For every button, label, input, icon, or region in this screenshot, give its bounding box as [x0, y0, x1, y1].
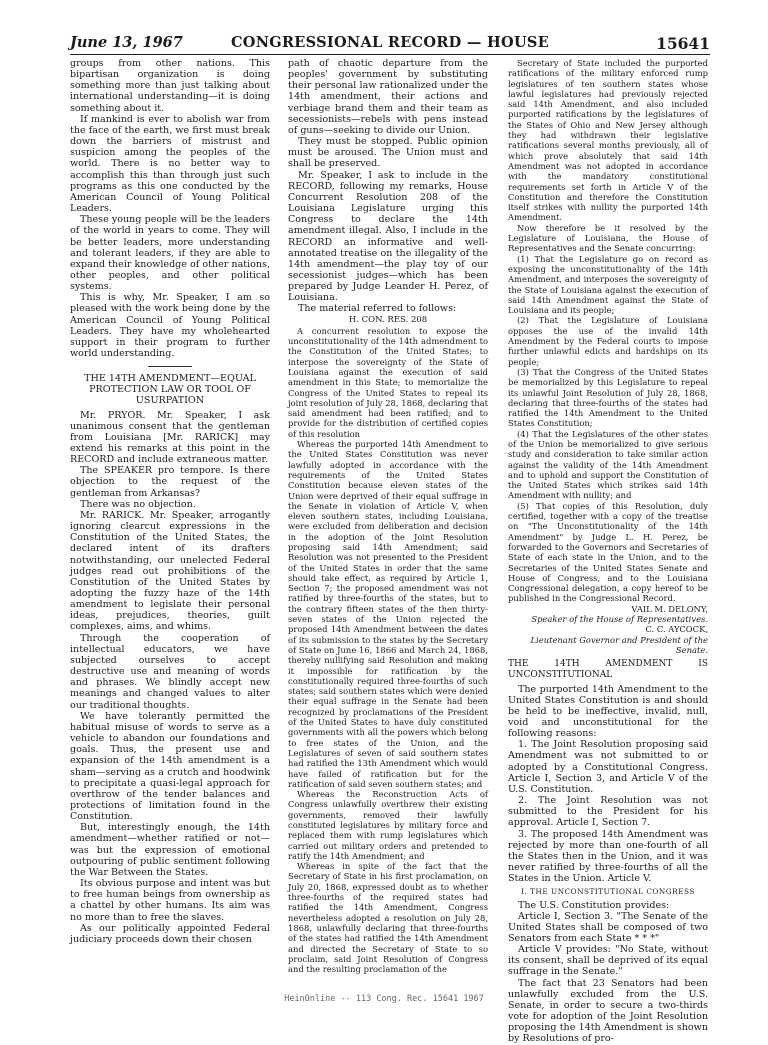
paragraph: Article I, Section 3. "The Senate of the United States shall be composed of two Senators from each State * * *" — [508, 910, 708, 944]
paragraph: There was no objection. — [80, 498, 196, 510]
paragraph: 3. The proposed 14th Amendment was rejected by more than one-fourth of all the States then in the Union, and it was never ratified by three-fourths of all the States in the Union. Article V. — [508, 828, 708, 885]
paragraph: The material referred to follows: — [298, 303, 457, 315]
signature-name: VAIL M. DELONY, — [631, 603, 708, 614]
subsection-heading: I. THE UNCONSTITUTIONAL CONGRESS — [521, 887, 695, 897]
paragraph: We have tolerantly permitted the habitual misuse of words to serve as a vehicle to abandon our foundations and goals. Thus, the present use and expansion of the 14th amendment is a sham—serving as a crutch and hoodwink to precipitate a quasi-legal approach for overthrow of the tender balances and protections of limitation found in the Constitution. — [70, 710, 270, 823]
paragraph: The SPEAKER pro tempore. Is there objection to the request of the gentleman from Arkansas? — [70, 465, 270, 499]
paragraph: But, interestingly enough, the 14th amendment—whether ratified or not—was but the expression of emotional outpouring of public sentiment following the War Between the States. — [70, 822, 270, 878]
paragraph: 2. The Joint Resolution was not submitted to the President for his approval. Article I, Section 7. — [508, 795, 708, 829]
header-title: CONGRESSIONAL RECORD — HOUSE — [230, 34, 550, 51]
section-heading: THE 14TH AMENDMENT IS UNCONSTITUTIONAL — [508, 659, 708, 681]
paragraph: Whereas the Reconstruction Acts of Congress unlawfully overthrew their existing governments, removed their lawfully constituted legislatures by military force and replaced them with rump legislatures which carried out military orders and pretended to ratify the 14th Amendment; and — [288, 789, 488, 861]
section-heading: THE 14TH AMENDMENT—EQUAL PROTECTION LAW OR TOOL OF USURPATION — [84, 373, 256, 407]
paragraph: (4) That the Legislatures of the other states of the Union be memorialized to give serious study and consideration to take similar action against the validity of the 14th Amendment and to uphold and support the Constitution of the United States which strikes said 14th Amendment with nullity; and — [508, 428, 708, 501]
resolution-text-continued — [508, 58, 708, 655]
paragraph: They must be stopped. Public opinion must be aroused. The Union must and shall be preserved. — [288, 136, 488, 170]
paragraph: 1. The Joint Resolution proposing said Amendment was not submitted to or adopted by a Constitutional Congress. Article I, Section 3, and Article V of the U.S. Constitution. — [508, 739, 708, 795]
paragraph: Its obvious purpose and intent was but to free human beings from ownership as a chattel by other humans. Its aim was no more than to free the slaves. — [70, 878, 270, 923]
paragraph: groups from other nations. This bipartisan organization is doing something more than just talking about international understanding—it is doing something about it. — [70, 58, 270, 114]
paragraph: Mr. RARICK. Mr. Speaker, arrogantly ignoring clearcut expressions in the Constitution of the United States, the declared intent of its drafters notwithstanding, our unelected Federal judges read out prohibitions of the Constitution of the United States by adopting the fuzzy haze of the 14th amendment to legislate their personal ideas, prejudices, theories, guilt complexes, aims, and whims. — [70, 509, 270, 633]
page-header — [70, 34, 710, 56]
paragraph: (3) That the Congress of the United States be memorialized by this Legislature to repeal its unlawful Joint Resolution of July 28, 1868, declaring that three-fourths of the states had ratified the 14th Amendment to the United States Constitution; — [508, 366, 708, 429]
paragraph: The fact that 23 Senators had been unlawfully excluded from the U.S. Senate, in order to secure a two-thirds vote for adoption of the Joint Resolution proposing the 14th Amendment is shown by Resolutions of pro- — [508, 977, 708, 1045]
paragraph: Article V provides: "No State, without its consent, shall be deprived of its equal suffrage in the Senate." — [508, 944, 708, 978]
resolution-text — [288, 326, 488, 975]
paragraph: Mr. Speaker, I ask to include in the RECORD, following my remarks, House Concurrent Resolution 208 of the Louisiana Legislature urging this Congress to declare the 14th amendment illegal. Also, I include in the RECORD an informative and well-annotated treatise on the illegality of the 14th amendment—the play toy of our secessionist judges—which has been prepared by Judge Leander H. Perez, of Louisiana. — [288, 169, 488, 304]
paragraph: (5) That copies of this Resolution, duly certified, together with a copy of the treatise on "The Unconstitutionality of the 14th Amendment" by Judge L. H. Perez, be forwarded to the Governors and Secretaries of State of each state in the Union, and to the Secretaries of the United States Senate and House of Congress, and to the Louisiana Congressional delegation, a copy hereof to be published in the Congressional Record. — [508, 500, 708, 604]
paragraph: (1) That the Legislature go on record as exposing the unconstitutionality of the 14th Amendment, and interposes the sovereignty of the State of Louisiana against the execution of said 14th Amendment against the State of Louisiana and its people; — [508, 253, 708, 316]
paragraph: Secretary of State included the purported ratifications of the military enforced rump legislatures of ten southern states whose lawful legislatures had previously rejected said 14th Amendment, and also included purported ratifications by the legislatures of the States of Ohio and New Jersey although they had withdrawn their legislative ratifications several months previously, all of which prove absolutely that said 14th Amendment was not adopted in accordance with the mandatory constitutional requirements set forth in Article V of the Constitution and therefore the Constitution itself strikes with nullity the purported 14th Amendment. — [508, 58, 708, 223]
paragraph: As our politically appointed Federal judiciary proceeds down their chosen — [70, 922, 270, 945]
signature-title: Lieutenant Governor and President of the Senate. — [530, 634, 708, 655]
header-rule — [70, 54, 710, 55]
source-footer: HeinOnline -- 113 Cong. Rec. 15641 1967 — [284, 994, 484, 1004]
paragraph: Whereas in spite of the fact that the Secretary of State in his first proclamation, on July 20, 1868, expressed doubt as to whether three-fourths of the required states had ratified the 14th Amendment, Congress nevertheless adopted a resolution on July 28, 1868, unlawfully declaring that three-fourths of the states had ratified the 14th Amendment and directed the Secretary of State to so proclaim, said Joint Resolution of Congress and the resulting proclamation of the — [288, 861, 488, 975]
paragraph: Mr. PRYOR. Mr. Speaker, I ask unanimous consent that the gentleman from Louisiana [Mr. RARICK] may extend his remarks at this point in the RECORD and include extraneous matter. — [70, 409, 270, 466]
paragraph: Through the cooperation of intellectual educators, we have subjected ourselves to accept destructive use and meaning of words and phrases. We blindly accept new meanings and changed values to alter our traditional thoughts. — [70, 632, 270, 711]
column-3 — [508, 58, 708, 1045]
paragraph: If mankind is ever to abolish war from the face of the earth, we first must break down the barriers of mistrust and suspicion among the peoples of the world. There is no better way to accomplish this than through just such programs as this one conducted by the American Council of Young Political Leaders. — [70, 113, 270, 215]
section-divider — [148, 366, 192, 367]
paragraph: These young people will be the leaders of the world in years to come. They will be better leaders, more understanding and tolerant leaders, if they are able to expand their knowledge of other nations, other peoples, and other political systems. — [70, 214, 270, 293]
resolution-number: H. CON. RES. 208 — [348, 314, 428, 325]
paragraph: A concurrent resolution to expose the unconstitutionality of the 14th admendment to the Constitution of the United States; to interpose the sovereignty of the State of Louisiana against the execution of said amendment in this State; to memorialize the Congress of the United States to repeal its joint resolution of July 28, 1868, declaring that said amendment had been ratified; and to provide for the distribution of certified copies of this resolution — [288, 325, 488, 439]
paragraph: Now therefore be it resolved by the Legislature of Louisiana, the House of Representatives and the Senate concurring: — [508, 222, 708, 254]
signature-title: Speaker of the House of Representatives. — [531, 614, 708, 625]
paragraph: The U.S. Constitution provides: — [518, 899, 670, 911]
column-1 — [70, 58, 270, 994]
paragraph: Whereas the purported 14th Amendment to the United States Constitution was never lawfully adopted in accordance with the requirements of the United States Constitution because eleven states of the Union were deprived of their equal suffrage in the Senate in violation of Article V, when eleven southern states, including Louisiana, were excluded from deliberation and decision in the adoption of the Joint Resolution proposing said 14th Amendment; said Resolution was not presented to the President of the United States in order that the same should take effect, as required by Article 1, Section 7; the proposed amendment was not ratified by three-fourths of the states, but to the contrary fifteen states of the then thirty-seven states of the Union rejected the proposed 14th Amendment between the dates of its submission to the states by the Secretary of State on June 16, 1866 and March 24, 1868, thereby nullifying said Resolution and making it impossible for ratification by the constitutionally required three-fourths of such states; said southern states which were denied their equal suffrage in the Senate had been recognized by proclamations of the President of the United States to have duly constituted governments with all the powers which belong to free states of the Union, and the Legislatures of seven of said southern states had ratified the 13th Amendment which would have failed of ratification but for the ratification of said seven southern states; and — [288, 439, 488, 789]
signature-name: C. C. AYCOCK, — [645, 624, 708, 635]
header-page-number: 15641 — [656, 34, 710, 53]
paragraph: The purported 14th Amendment to the United States Constitution is and should be held to be ineffective, invalid, null, void and unconstitutional for the following reasons: — [508, 683, 708, 740]
column-2 — [288, 58, 488, 994]
paragraph: (2) That the Legislature of Louisiana opposes the use of the invalid 14th Amendment by the Federal courts to impose further unlawful edicts and hardships on its people; — [508, 315, 708, 367]
paragraph: This is why, Mr. Speaker, I am so pleased with the work being done by the American Council of Young Political Leaders. They have my wholehearted support in their program to further world understanding. — [70, 292, 270, 360]
header-date: June 13, 1967 — [70, 34, 183, 51]
paragraph: path of chaotic departure from the peoples' government by substituting their personal law rationalized under the 14th amendment, their actions and verbiage brand them and their team as secessionists—rebels with pens instead of guns—seeking to divide our Union. — [288, 58, 488, 136]
